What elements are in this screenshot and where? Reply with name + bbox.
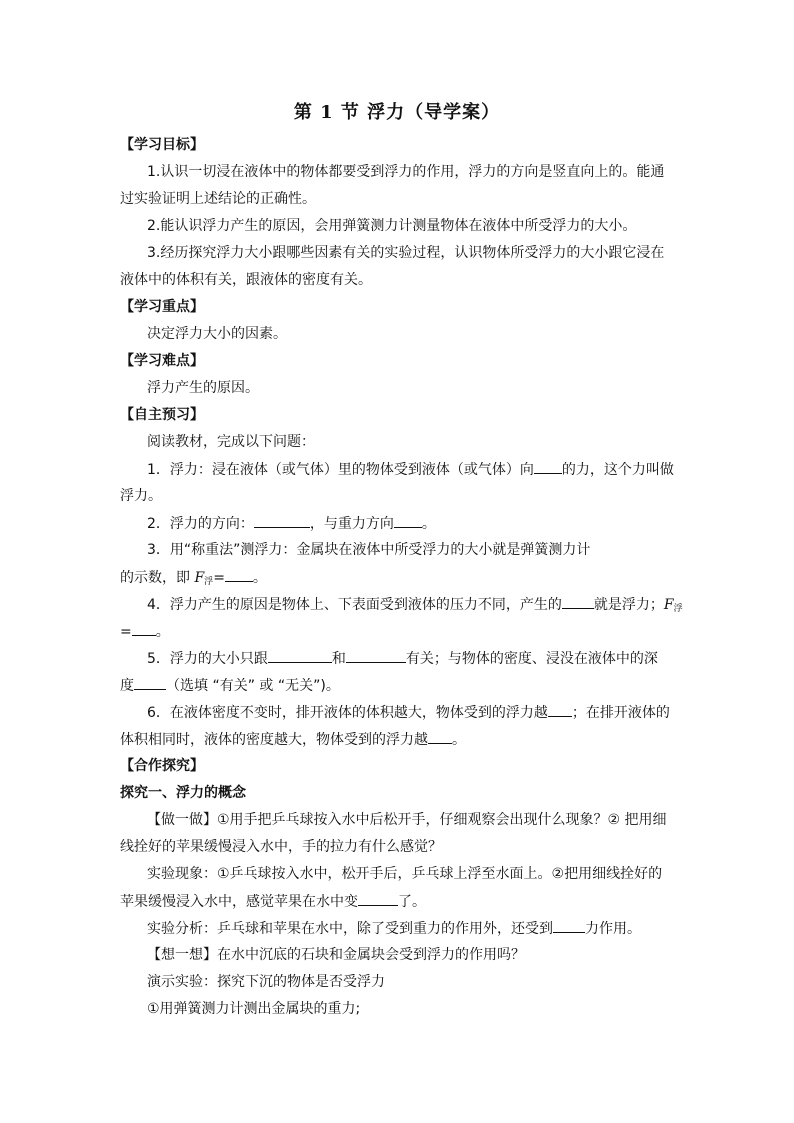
think-question: 【想一想】在水中沉底的石块和金属块会受到浮力的作用吗？ [147,947,525,963]
question-2-text-a: 2．浮力的方向： [147,516,254,532]
question-4-text-c: = [120,624,132,640]
question-4-text-b: 就是浮力； [593,597,664,613]
question-5-text-b: 和 [331,651,346,667]
question-2-text-c: 。 [421,516,436,532]
phenomenon-line-1: 实验现象：①乒乓球按入水中，松开手后，乒乓球上浮至水面上。②把用细线拴好的 [147,866,663,882]
answer-blank[interactable] [346,648,406,663]
analysis-text-a: 实验分析：乒乓球和苹果在水中，除了受到重力的作用外，还受到 [147,921,553,937]
section-1-heading: 探究一、浮力的概念 [120,785,246,801]
do-it-line-2: 线拴好的苹果缓慢浸入水中，手的拉力有什么感觉？ [120,839,442,855]
buoyancy-subscript: 浮 [204,577,214,587]
answer-blank[interactable] [562,594,594,609]
preview-intro: 阅读教材，完成以下问题： [147,434,315,450]
question-1 [147,459,674,480]
question-3-text-c: 。 [252,570,267,586]
phenomenon-line-2 [120,891,426,912]
question-2 [147,513,436,534]
question-1-line-2: 浮力。 [120,488,162,504]
question-6-text-a: 6．在液体密度不变时，排开液体的体积越大，物体受到的浮力越 [147,705,548,721]
question-6-line-2 [120,729,466,750]
answer-blank[interactable] [534,459,562,474]
demo-step-1: ①用弹簧测力计测出金属块的重力; [147,1001,361,1017]
question-4-text-d: 。 [155,624,170,640]
goal-1-line-2: 过实验证明上述结论的正确性。 [120,191,316,207]
answer-blank[interactable] [134,675,166,690]
answer-blank[interactable] [394,513,422,528]
goal-3-line-1: 3.经历探究浮力大小跟哪些因素有关的实验过程，认识物体所受浮力的大小跟它浸在 [147,245,665,261]
demo-experiment: 演示实验：探究下沉的物体是否受浮力 [147,974,385,990]
goal-1-line-1: 1.认识一切浸在液体中的物体都要受到浮力的作用，浮力的方向是竖直向上的。能通 [147,164,665,180]
question-5-text-e: （选填 “有关” 或 “无关”)。 [166,678,340,694]
key-points-heading: 【学习重点】 [120,299,204,315]
question-3-line-1: 3．用“称重法”测浮力：金属块在液体中所受浮力的大小就是弹簧测力计 [147,542,591,558]
answer-blank[interactable] [132,621,156,636]
answer-blank[interactable] [428,729,452,744]
phenomenon-text-a: 苹果缓慢浸入水中，感觉苹果在水中变 [120,894,358,910]
question-5-text-d: 度 [120,678,134,694]
question-4-line-2 [120,621,170,642]
question-1-text-b: 的力，这个力叫做 [561,462,674,478]
phenomenon-text-b: 了。 [398,894,426,910]
analysis-text-b: 力作用。 [585,921,641,937]
question-6-text-b: ；在排开液体的 [571,705,670,721]
page-title: 第 1 节 浮力（导学案） [293,102,501,123]
question-5-text-a: 5．浮力的大小只跟 [147,651,268,667]
question-4 [147,594,683,619]
difficulties-text: 浮力产生的原因。 [147,380,259,396]
answer-blank[interactable] [358,891,398,906]
question-5-line-2 [120,675,340,696]
question-3-text-a: 的示数，即 [120,570,195,586]
preview-heading: 【自主预习】 [120,407,204,423]
question-6-text-d: 。 [452,732,466,748]
difficulties-heading: 【学习难点】 [120,353,204,369]
force-symbol: F [663,597,674,613]
answer-blank[interactable] [268,648,332,663]
goal-3-line-2: 液体中的体积有关，跟液体的密度有关。 [120,272,372,288]
goals-heading: 【学习目标】 [120,137,204,153]
analysis [147,918,641,939]
goal-2: 2.能认识浮力产生的原因，会用弹簧测力计测量物体在液体中所受浮力的大小。 [147,218,637,234]
answer-blank[interactable] [225,567,253,582]
key-points-text: 决定浮力大小的因素。 [147,326,287,342]
buoyancy-subscript: 浮 [673,604,683,614]
answer-blank[interactable] [553,918,585,933]
force-symbol: F [194,570,205,586]
question-5-text-c: 有关；与物体的密度、浸没在液体中的深 [405,651,658,667]
answer-blank[interactable] [548,702,572,717]
question-6-text-c: 体积相同时，液体的密度越大，物体受到的浮力越 [120,732,428,748]
question-6 [147,702,670,723]
question-3-line-2 [120,567,267,592]
question-5 [147,648,658,669]
question-2-text-b: ，与重力方向 [309,516,394,532]
explore-heading: 【合作探究】 [120,758,204,774]
question-4-text-a: 4．浮力产生的原因是物体上、下表面受到液体的压力不同，产生的 [147,597,562,613]
do-it-line-1: 【做一做】①用手把乒乓球按入水中后松开手，仔细观察会出现什么现象？② 把用细 [147,812,667,828]
question-3-text-b: = [213,570,225,586]
answer-blank[interactable] [254,513,310,528]
question-1-text-a: 1．浮力：浸在液体（或气体）里的物体受到液体（或气体）向 [147,462,534,478]
